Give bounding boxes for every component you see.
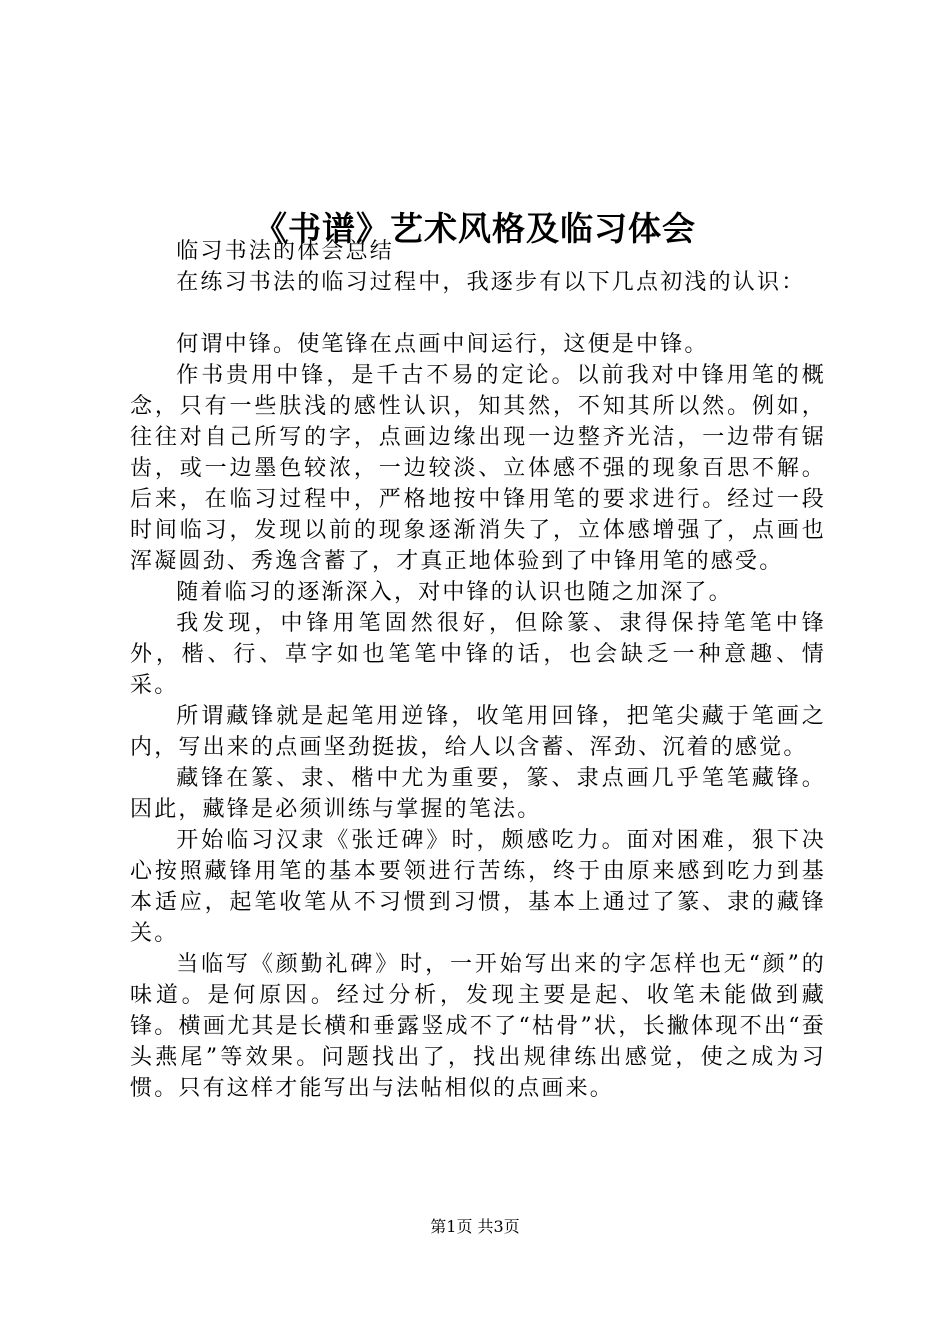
paragraph: 何谓中锋。使笔锋在点画中间运行，这便是中锋。 [176, 332, 709, 357]
paragraph: 开始临习汉隶《张迁碑》时，颇感吃力。面对困难，狠下决心按照藏锋用笔的基本要领进行苦练，终于由原来感到吃力到基本适应，起笔收笔从不习惯到习惯，基本上通过了篆、隶的藏锋关。 [130, 828, 826, 946]
paragraph: 所谓藏锋就是起笔用逆锋，收笔用回锋，把笔尖藏于笔画之内，写出来的点画坚劲挺拔，给人以含蓄、浑劲、沉着的感觉。 [130, 704, 826, 760]
document-title: 《书谱》艺术风格及临习体会 [254, 209, 696, 249]
document-body [130, 236, 826, 1104]
paragraph: 临习书法的体会总结 [176, 239, 394, 264]
page-number-footer: 第1页 共3页 [430, 1217, 520, 1236]
paragraph: 在练习书法的临习过程中，我逐步有以下几点初浅的认识： [176, 270, 806, 295]
paragraph: 当临写《颜勤礼碑》时，一开始写出来的字怎样也无“颜”的味道。是何原因。经过分析，发现主要是起、收笔未能做到藏锋。横画尤其是长横和垂露竖成不了“枯骨”状，长撇体现不出“蚕头燕尾”等效果。问题找出了，找出规律练出感觉，使之成为习惯。只有这样才能写出与法帖相似的点画来。 [130, 952, 826, 1101]
paragraph: 随着临习的逐渐深入，对中锋的认识也随之加深了。 [176, 580, 733, 605]
paragraph: 作书贵用中锋，是千古不易的定论。以前我对中锋用笔的概念，只有一些肤浅的感性认识，知其然，不知其所以然。例如，往往对自己所写的字，点画边缘出现一边整齐光洁，一边带有锯齿，或一边墨色较浓，一边较淡、立体感不强的现象百思不解。后来，在临习过程中，严格地按中锋用笔的要求进行。经过一段时间临习，发现以前的现象逐渐消失了，立体感增强了，点画也浑凝圆劲、秀逸含蓄了，才真正地体验到了中锋用笔的感受。 [130, 363, 826, 574]
paragraph: 藏锋在篆、隶、楷中尤为重要，篆、隶点画几乎笔笔藏锋。因此，藏锋是必须训练与掌握的笔法。 [130, 766, 826, 822]
paragraph: 我发现，中锋用笔固然很好，但除篆、隶得保持笔笔中锋外，楷、行、草字如也笔笔中锋的话，也会缺乏一种意趣、情采。 [130, 611, 826, 698]
